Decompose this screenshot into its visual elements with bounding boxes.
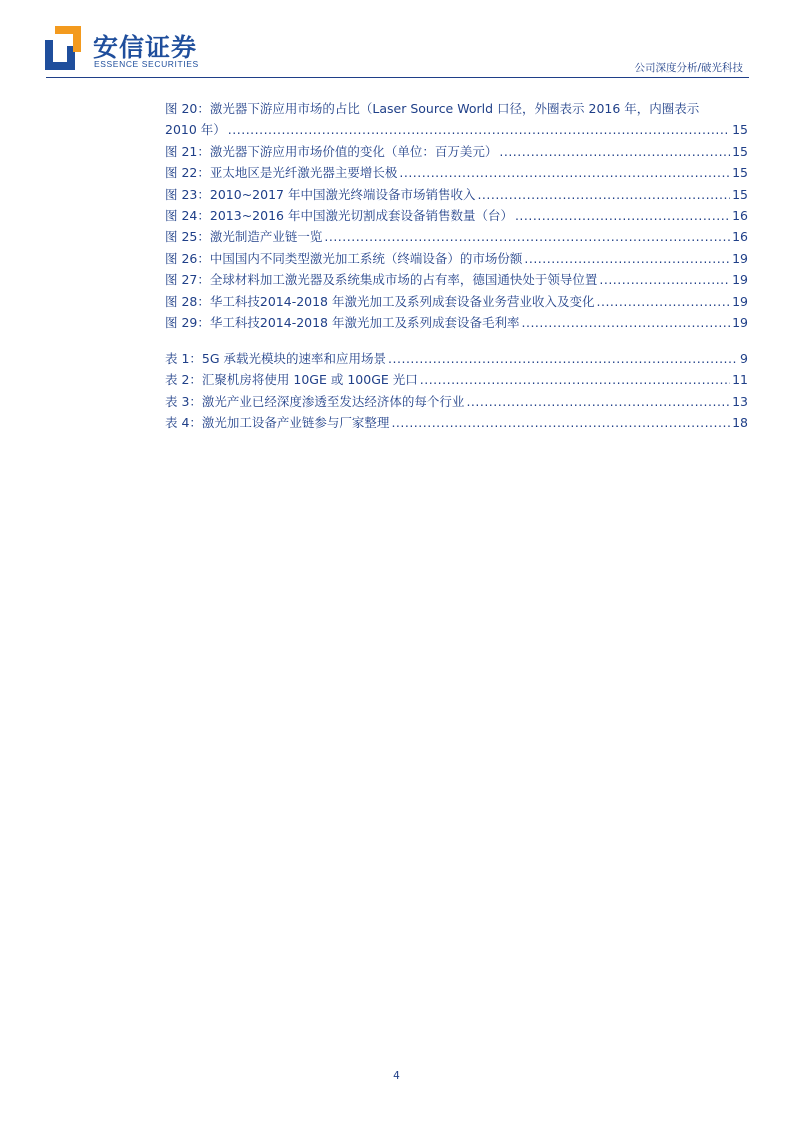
toc-entry-page: 15 [732,186,748,202]
toc-entry-figure-28[interactable] [165,291,748,312]
toc-entry-page: 19 [732,293,748,309]
leader-dots [466,391,730,412]
leader-dots [477,184,730,205]
leader-dots [228,119,730,140]
leader-dots [524,248,730,269]
toc-entry-label: 表 2：汇聚机房将使用 10GE 或 100GE 光口 [165,372,418,388]
toc-entry-page: 11 [732,372,748,388]
toc-entry-figure-27[interactable] [165,269,748,290]
toc-entry-label: 表 3：激光产业已经深度渗透至发达经济体的每个行业 [165,393,465,409]
toc-entry-label: 图 20：激光器下游应用市场的占比（Laser Source World 口径，外圈表示 2016 年，内圈表示 [165,101,700,116]
toc-entry-figure-23[interactable] [165,184,748,205]
toc-entry-label: 图 25：激光制造产业链一览 [165,229,323,245]
toc-entry-table-2[interactable] [165,369,748,390]
toc-entry-page: 19 [732,315,748,331]
report-type-label: 公司深度分析/破光科技 [634,62,743,74]
toc-entry-page: 15 [732,165,748,181]
leader-dots [399,162,730,183]
toc-entry-page: 16 [732,208,748,224]
leader-dots [420,369,730,390]
toc-entry-page: 15 [732,122,748,138]
toc-entry-page: 13 [732,393,748,409]
essence-logo-icon [45,26,81,70]
toc-entry-figure-21[interactable] [165,141,748,162]
toc-entry-label: 2010 年） [165,122,226,138]
table-index [165,348,748,434]
toc-entry-figure-24[interactable] [165,205,748,226]
toc-entry-figure-29[interactable] [165,312,748,333]
toc-entry-figure-20[interactable] [165,98,748,141]
toc-entry-page: 9 [740,351,748,366]
toc-entry-table-4[interactable] [165,412,748,433]
toc-entry-label: 图 23：2010~2017 年中国激光终端设备市场销售收入 [165,186,476,202]
leader-dots [597,291,731,312]
leader-dots [515,205,730,226]
toc-entry-figure-26[interactable] [165,248,748,269]
toc-entry-label: 图 27：全球材料加工激光器及系统集成市场的占有率，德国通快处于领导位置 [165,272,598,288]
toc-entry-page: 19 [732,250,748,266]
toc-entry-page: 16 [732,229,748,245]
leader-dots [522,312,731,333]
leader-dots [388,348,738,369]
logo-chinese-name: 安信证券 [93,33,198,62]
toc-entry-label: 表 4：激光加工设备产业链参与厂家整理 [165,415,390,431]
page-header [0,0,793,80]
toc-entry-label: 图 26：中国国内不同类型激光加工系统（终端设备）的市场份额 [165,250,523,266]
leader-dots [599,269,730,290]
figure-index [165,98,748,333]
logo-english-name: ESSENCE SECURITIES [94,59,199,69]
toc-entry-page: 18 [732,415,748,431]
toc-entry-page: 15 [732,143,748,159]
page-number: 4 [393,1070,400,1082]
toc-entry-label: 图 22：亚太地区是光纤激光器主要增长极 [165,165,398,181]
leader-dots [324,226,730,247]
toc-entry-figure-25[interactable] [165,226,748,247]
toc-entry-table-1[interactable] [165,348,748,369]
toc-entry-page: 19 [732,272,748,288]
toc-entry-label: 表 1：5G 承载光模块的速率和应用场景 [165,351,387,366]
toc-entry-label: 图 24：2013~2016 年中国激光切割成套设备销售数量（台） [165,208,513,224]
toc-entry-label: 图 29：华工科技2014-2018 年激光加工及系列成套设备毛利率 [165,315,520,331]
leader-dots [391,412,730,433]
header-divider [46,77,749,78]
toc-entry-label: 图 28：华工科技2014-2018 年激光加工及系列成套设备业务营业收入及变化 [165,293,595,309]
toc-entry-table-3[interactable] [165,391,748,412]
toc-entry-figure-22[interactable] [165,162,748,183]
toc-entry-label: 图 21：激光器下游应用市场价值的变化（单位：百万美元） [165,143,498,159]
leader-dots [499,141,730,162]
